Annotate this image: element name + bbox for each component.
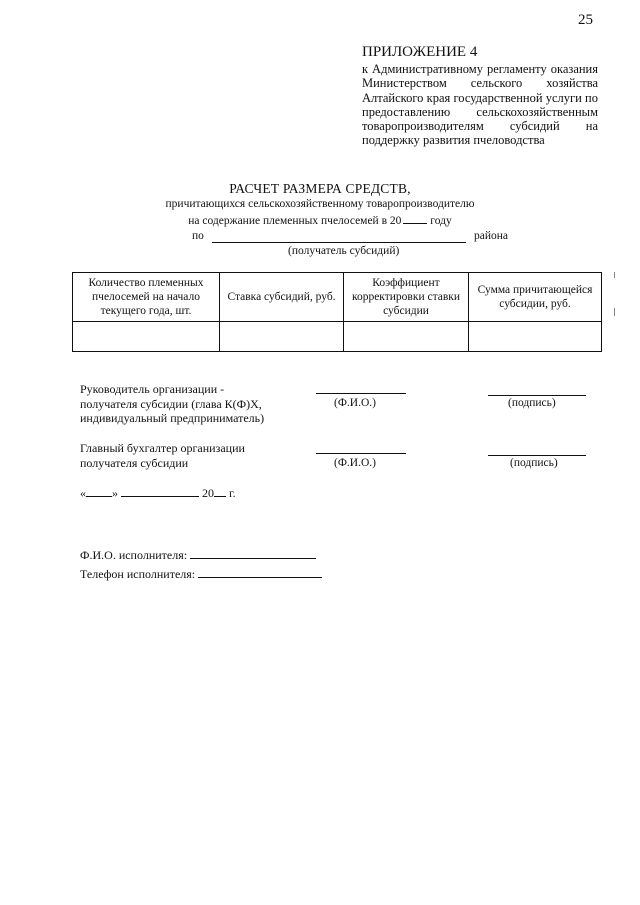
date-year-prefix: 20 xyxy=(202,486,214,500)
head-signature-label xyxy=(80,382,264,426)
executor-phone-line xyxy=(198,567,322,578)
date-line xyxy=(80,486,236,501)
document-title: РАСЧЕТ РАЗМЕРА СРЕДСТВ, xyxy=(229,181,411,196)
table-header-cell: Сумма причитающейся субсидии, руб. xyxy=(469,273,602,322)
district-prefix: по xyxy=(192,230,204,242)
appendix-description: к Административному регламенту оказания Министерством сельского хозяйства Алтайского края государственной услуги по предоставлению сельскохозяйственным товаропроизводителям субсидий на поддержку развития пчеловодства xyxy=(362,62,598,148)
appendix-title: ПРИЛОЖЕНИЕ 4 xyxy=(362,44,478,60)
head-signature-line xyxy=(488,395,586,396)
date-open-quote: « xyxy=(80,486,86,500)
accountant-signature-label xyxy=(80,441,245,470)
head-fio-caption: (Ф.И.О.) xyxy=(334,397,376,409)
date-close-quote: » xyxy=(112,486,118,500)
month-blank-line xyxy=(121,486,199,497)
accountant-fio-line xyxy=(316,453,406,454)
accountant-signature-caption: (подпись) xyxy=(510,457,558,469)
table-header-cell: Количество племенных пчелосемей на начало текущего года, шт. xyxy=(73,273,220,322)
district-blank-line xyxy=(212,242,466,243)
appendix-block xyxy=(362,44,598,148)
head-label-line-1: Руководитель организации - xyxy=(80,382,225,396)
subtitle-year-suffix: году xyxy=(430,215,452,227)
accountant-label-line-2: получателя субсидии xyxy=(80,455,189,470)
date-year-suffix: г. xyxy=(229,486,236,500)
executor-fio-label: Ф.И.О. исполнителя: xyxy=(80,548,188,562)
table-row xyxy=(73,322,602,352)
scan-edge-mark xyxy=(614,308,616,316)
table-cell xyxy=(344,322,469,352)
day-blank-line xyxy=(86,486,112,497)
head-label-line-2: получателя субсидии (глава К(Ф)Х, xyxy=(80,396,262,411)
district-suffix: района xyxy=(474,230,509,242)
accountant-label-line-1: Главный бухгалтер организации xyxy=(80,441,245,455)
year-blank-line xyxy=(214,486,226,497)
head-fio-line xyxy=(316,393,406,394)
scan-edge-mark xyxy=(614,272,616,278)
recipient-caption: (получатель субсидий) xyxy=(288,245,400,257)
calculation-table xyxy=(72,272,602,352)
executor-fio-row xyxy=(80,548,316,563)
accountant-signature-line xyxy=(488,455,586,456)
head-signature-caption: (подпись) xyxy=(508,397,556,409)
head-label-line-3: индивидуальный предприниматель) xyxy=(80,411,265,425)
document-subtitle-line-1: причитающихся сельскохозяйственному товаропроизводителю xyxy=(165,198,475,210)
table-cell xyxy=(220,322,344,352)
accountant-fio-caption: (Ф.И.О.) xyxy=(334,457,376,469)
executor-phone-row xyxy=(80,567,322,582)
table-cell xyxy=(73,322,220,352)
executor-phone-label: Телефон исполнителя: xyxy=(80,567,196,581)
table-header-cell: Коэффициент корректировки ставки субсидии xyxy=(344,273,469,322)
year-blank-line xyxy=(403,213,427,224)
subtitle-year-prefix: на содержание племенных пчелосемей в 20 xyxy=(188,215,402,227)
table-header-cell: Ставка субсидий, руб. xyxy=(220,273,344,322)
page-number: 25 xyxy=(578,12,593,28)
table-header-row xyxy=(73,273,602,322)
table-cell xyxy=(469,322,602,352)
executor-fio-line xyxy=(190,548,316,559)
document-subtitle-line-2 xyxy=(0,213,640,227)
